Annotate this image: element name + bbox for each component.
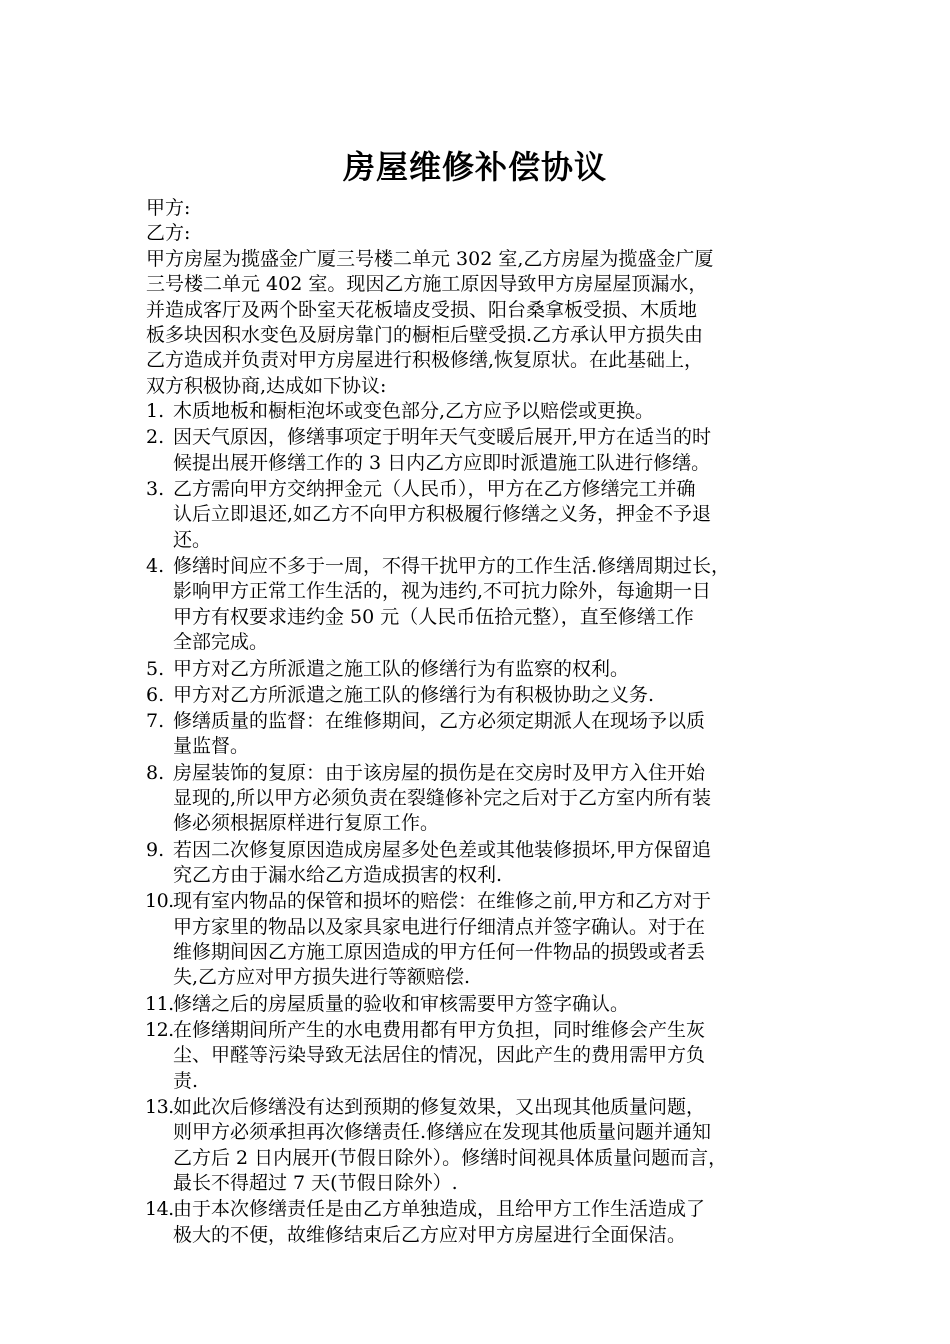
item-text-line: 现有室内物品的保管和损坏的赔偿：在维修之前,甲方和乙方对于 <box>173 890 712 913</box>
item-text-line: 因天气原因，修缮事项定于明年天气变暖后展开,甲方在适当的时 <box>173 426 712 449</box>
item-text-line: 由于本次修缮责任是由乙方单独造成，且给甲方工作生活造成了 <box>173 1198 706 1221</box>
item-text-line: 维修期间因乙方施工原因造成的甲方任何一件物品的损毁或者丢 <box>173 940 706 963</box>
intro-line: 三号楼二单元 402 室。现因乙方施工原因导致甲方房屋屋顶漏水， <box>146 273 708 296</box>
item-number: 14. <box>145 1198 174 1221</box>
item-text-line: 乙方后 2 日内展开(节假日除外）。修缮时间视具体质量问题而言， <box>173 1146 728 1169</box>
item-text-line: 修必须根据原样进行复原工作。 <box>173 812 440 835</box>
document-body <box>146 196 814 1249</box>
item-number: 10. <box>145 890 174 913</box>
agreement-item <box>146 889 814 991</box>
item-text-line: 全部完成。 <box>173 631 269 654</box>
item-text-line: 若因二次修复原因造成房屋多处色差或其他装修损坏,甲方保留追 <box>173 838 712 861</box>
item-text-line: 乙方需向甲方交纳押金元（人民币），甲方在乙方修缮完工并确 <box>173 478 696 501</box>
item-text-line: 修缮时间应不多于一周，不得干扰甲方的工作生活.修缮周期过长， <box>173 555 731 578</box>
agreement-items-list <box>146 399 814 1248</box>
item-text-line: 究乙方由于漏水给乙方造成损害的权利. <box>173 863 503 886</box>
item-text-line: 显现的,所以甲方必须负责在裂缝修补完之后对于乙方室内所有装 <box>173 786 712 809</box>
item-text-line: 甲方有权要求违约金 50 元（人民币伍拾元整），直至修缮工作 <box>173 605 694 628</box>
intro-line: 甲方房屋为揽盛金广厦三号楼二单元 302 室,乙方房屋为揽盛金广厦 <box>146 247 714 270</box>
item-number: 1. <box>146 400 165 423</box>
agreement-item <box>146 1197 814 1248</box>
item-text-line: 甲方对乙方所派遣之施工队的修缮行为有积极协助之义务. <box>173 683 655 706</box>
item-text-line: 如此次后修缮没有达到预期的修复效果，又出现其他质量问题， <box>173 1095 706 1118</box>
item-text-line: 甲方家里的物品以及家具家电进行仔细清点并签字确认。对于在 <box>173 915 706 938</box>
agreement-item <box>146 657 814 682</box>
agreement-item <box>146 425 814 476</box>
document-title: 房屋维修补偿协议 <box>342 148 607 186</box>
item-text-line: 还。 <box>173 528 212 551</box>
agreement-item <box>146 683 814 708</box>
agreement-item <box>146 992 814 1017</box>
agreement-item <box>146 554 814 656</box>
item-number: 7. <box>146 709 165 732</box>
item-number: 3. <box>146 478 165 501</box>
item-number: 12. <box>145 1018 174 1041</box>
intro-line: 乙方造成并负责对甲方房屋进行积极修缮,恢复原状。在此基础上， <box>146 349 704 372</box>
item-number: 5. <box>146 657 165 680</box>
item-number: 2. <box>146 426 165 449</box>
item-text-line: 尘、甲醛等污染导致无法居住的情况，因此产生的费用需甲方负 <box>173 1044 706 1067</box>
intro-line: 双方积极协商,达成如下协议: <box>146 374 387 397</box>
item-text-line: 在修缮期间所产生的水电费用都有甲方负担，同时维修会产生灰 <box>173 1018 706 1041</box>
agreement-item <box>146 761 814 837</box>
agreement-item <box>146 1095 814 1197</box>
intro-paragraph <box>146 247 814 399</box>
agreement-item <box>146 477 814 553</box>
item-number: 4. <box>146 555 165 578</box>
item-number: 13. <box>145 1095 174 1118</box>
item-text-line: 极大的不便，故维修结束后乙方应对甲方房屋进行全面保洁。 <box>173 1223 687 1246</box>
agreement-item <box>146 1018 814 1094</box>
item-text-line: 木质地板和橱柜泡坏或变色部分,乙方应予以赔偿或更换。 <box>173 400 655 423</box>
item-text-line: 最长不得超过 7 天(节假日除外）. <box>173 1172 458 1194</box>
item-number: 9. <box>146 838 165 861</box>
item-text-line: 房屋装饰的复原：由于该房屋的损伤是在交房时及甲方入住开始 <box>173 761 706 784</box>
item-text-line: 责. <box>173 1069 199 1092</box>
party-b-label: 乙方: <box>146 222 191 245</box>
party-a-label: 甲方: <box>146 197 191 219</box>
item-text-line: 失,乙方应对甲方损失进行等额赔偿. <box>173 966 471 989</box>
intro-line: 并造成客厅及两个卧室天花板墙皮受损、阳台桑拿板受损、木质地 <box>146 298 698 321</box>
item-text-line: 修缮之后的房屋质量的验收和审核需要甲方签字确认。 <box>173 992 630 1015</box>
item-text-line: 量监督。 <box>173 735 250 758</box>
item-text-line: 认后立即退还,如乙方不向甲方积极履行修缮之义务，押金不予退 <box>173 503 712 526</box>
item-text-line: 影响甲方正常工作生活的，视为违约,不可抗力除外，每逾期一日 <box>173 580 712 603</box>
intro-line: 板多块因积水变色及厨房靠门的橱柜后壁受损.乙方承认甲方损失由 <box>146 324 704 347</box>
agreement-item <box>146 709 814 760</box>
item-text-line: 候提出展开修缮工作的 3 日内乙方应即时派遣施工队进行修缮。 <box>173 451 711 474</box>
item-number: 8. <box>146 761 165 784</box>
item-number: 6. <box>146 683 165 706</box>
item-number: 11. <box>145 992 174 1015</box>
item-text-line: 则甲方必须承担再次修缮责任.修缮应在发现其他质量问题并通知 <box>173 1121 712 1144</box>
agreement-item <box>146 399 814 424</box>
item-text-line: 修缮质量的监督：在维修期间，乙方必须定期派人在现场予以质 <box>173 709 706 732</box>
item-text-line: 甲方对乙方所派遣之施工队的修缮行为有监察的权利。 <box>173 657 630 680</box>
agreement-item <box>146 838 814 889</box>
